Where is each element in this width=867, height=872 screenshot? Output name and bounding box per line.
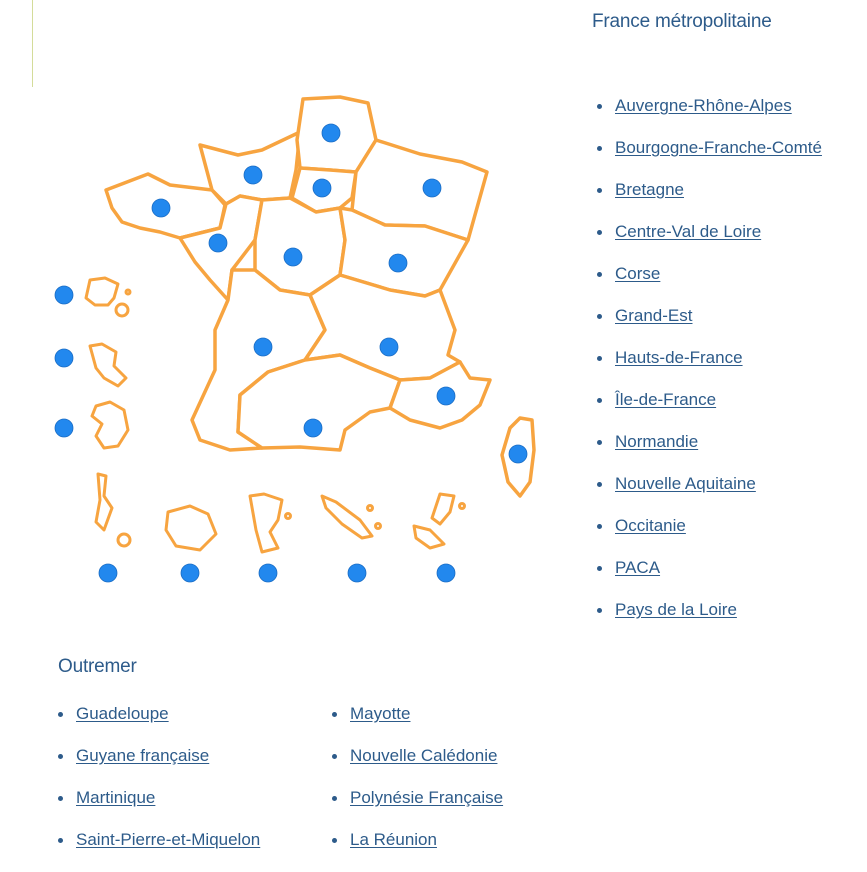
map-guyane-shape[interactable] bbox=[92, 402, 128, 448]
map-marker-icon[interactable] bbox=[99, 564, 117, 582]
territory-link-polynesie-francaise[interactable]: Polynésie Française bbox=[350, 788, 504, 807]
region-link-paca[interactable]: PACA bbox=[615, 558, 661, 577]
list-item bbox=[350, 788, 503, 830]
map-marker-icon[interactable] bbox=[348, 564, 366, 582]
list-item bbox=[76, 788, 260, 830]
region-link-bretagne[interactable]: Bretagne bbox=[615, 180, 684, 199]
list-item bbox=[350, 704, 503, 746]
region-link-grand-est[interactable]: Grand-Est bbox=[615, 306, 693, 325]
map-reunion-shape[interactable] bbox=[166, 506, 216, 550]
list-item bbox=[615, 558, 822, 600]
map-marker-icon[interactable] bbox=[55, 286, 73, 304]
map-polynesie-shape-2[interactable] bbox=[414, 526, 444, 548]
map-marker-icon[interactable] bbox=[423, 179, 441, 197]
territory-link-martinique[interactable]: Martinique bbox=[76, 788, 156, 807]
territory-link-mayotte[interactable]: Mayotte bbox=[350, 704, 411, 723]
map-marker-icon[interactable] bbox=[284, 248, 302, 266]
map-saint-pierre-shape[interactable] bbox=[96, 474, 112, 530]
metro-region-list bbox=[615, 96, 822, 642]
list-item bbox=[615, 222, 822, 264]
region-link-centre-val-de-loire[interactable]: Centre-Val de Loire bbox=[615, 222, 762, 241]
outremer-list-col1 bbox=[76, 704, 260, 872]
map-marker-icon[interactable] bbox=[322, 124, 340, 142]
list-item bbox=[350, 746, 503, 788]
map-guadeloupe-islet-2 bbox=[126, 290, 130, 294]
map-polynesie-islet bbox=[460, 504, 465, 509]
region-link-bourgogne-franche-comte[interactable]: Bourgogne-Franche-Comté bbox=[615, 138, 822, 157]
outremer-list-col2 bbox=[350, 704, 503, 872]
map-marker-icon[interactable] bbox=[509, 445, 527, 463]
map-marker-icon[interactable] bbox=[209, 234, 227, 252]
map-marker-icon[interactable] bbox=[55, 349, 73, 367]
map-martinique-shape[interactable] bbox=[90, 344, 126, 386]
map-marker-icon[interactable] bbox=[181, 564, 199, 582]
map-marker-icon[interactable] bbox=[152, 199, 170, 217]
territory-link-guadeloupe[interactable]: Guadeloupe bbox=[76, 704, 169, 723]
map-guadeloupe-islet bbox=[116, 304, 128, 316]
map-marker-icon[interactable] bbox=[380, 338, 398, 356]
map-marker-icon[interactable] bbox=[259, 564, 277, 582]
region-link-ile-de-france[interactable]: Île-de-France bbox=[615, 390, 717, 409]
list-item bbox=[615, 600, 822, 642]
list-item bbox=[76, 704, 260, 746]
territory-link-nouvelle-caledonie[interactable]: Nouvelle Calédonie bbox=[350, 746, 498, 765]
list-item bbox=[615, 390, 822, 432]
territory-link-la-reunion[interactable]: La Réunion bbox=[350, 830, 437, 849]
region-link-nouvelle-aquitaine[interactable]: Nouvelle Aquitaine bbox=[615, 474, 756, 493]
divider-line bbox=[32, 0, 33, 87]
region-link-occitanie[interactable]: Occitanie bbox=[615, 516, 686, 535]
region-link-hauts-de-france[interactable]: Hauts-de-France bbox=[615, 348, 743, 367]
map-marker-icon[interactable] bbox=[244, 166, 262, 184]
map-marker-icon[interactable] bbox=[313, 179, 331, 197]
list-item bbox=[615, 474, 822, 516]
map-marker-icon[interactable] bbox=[304, 419, 322, 437]
list-item bbox=[615, 432, 822, 474]
metro-section-title: France métropolitaine bbox=[592, 11, 772, 32]
list-item bbox=[76, 746, 260, 788]
list-item bbox=[615, 516, 822, 558]
region-link-corse[interactable]: Corse bbox=[615, 264, 661, 283]
list-item bbox=[615, 306, 822, 348]
region-link-normandie[interactable]: Normandie bbox=[615, 432, 699, 451]
territory-link-saint-pierre-et-miquelon[interactable]: Saint-Pierre-et-Miquelon bbox=[76, 830, 261, 849]
list-item bbox=[615, 180, 822, 222]
map-saint-pierre-islet bbox=[118, 534, 130, 546]
outremer-section-title: Outremer bbox=[58, 656, 137, 677]
region-link-pays-de-la-loire[interactable]: Pays de la Loire bbox=[615, 600, 737, 619]
map-mayotte-islet bbox=[286, 514, 291, 519]
list-item bbox=[76, 830, 260, 872]
list-item bbox=[615, 348, 822, 390]
map-marker-icon[interactable] bbox=[55, 419, 73, 437]
map-caledonie-islet-2 bbox=[376, 524, 381, 529]
map-marker-icon[interactable] bbox=[389, 254, 407, 272]
map-marker-icon[interactable] bbox=[254, 338, 272, 356]
map-marker-icon[interactable] bbox=[437, 387, 455, 405]
map-guadeloupe-shape[interactable] bbox=[86, 278, 118, 305]
territory-link-guyane[interactable]: Guyane française bbox=[76, 746, 210, 765]
list-item bbox=[615, 96, 822, 138]
list-item bbox=[615, 264, 822, 306]
list-item bbox=[615, 138, 822, 180]
list-item bbox=[350, 830, 503, 872]
map-mayotte-shape[interactable] bbox=[250, 494, 282, 552]
map-marker-icon[interactable] bbox=[437, 564, 455, 582]
france-map[interactable] bbox=[40, 85, 560, 595]
region-link-auvergne-rhone-alpes[interactable]: Auvergne-Rhône-Alpes bbox=[615, 96, 792, 115]
map-caledonie-islet bbox=[368, 506, 373, 511]
map-polynesie-shape[interactable] bbox=[432, 494, 454, 524]
map-nouvelle-caledonie-shape[interactable] bbox=[322, 496, 372, 538]
